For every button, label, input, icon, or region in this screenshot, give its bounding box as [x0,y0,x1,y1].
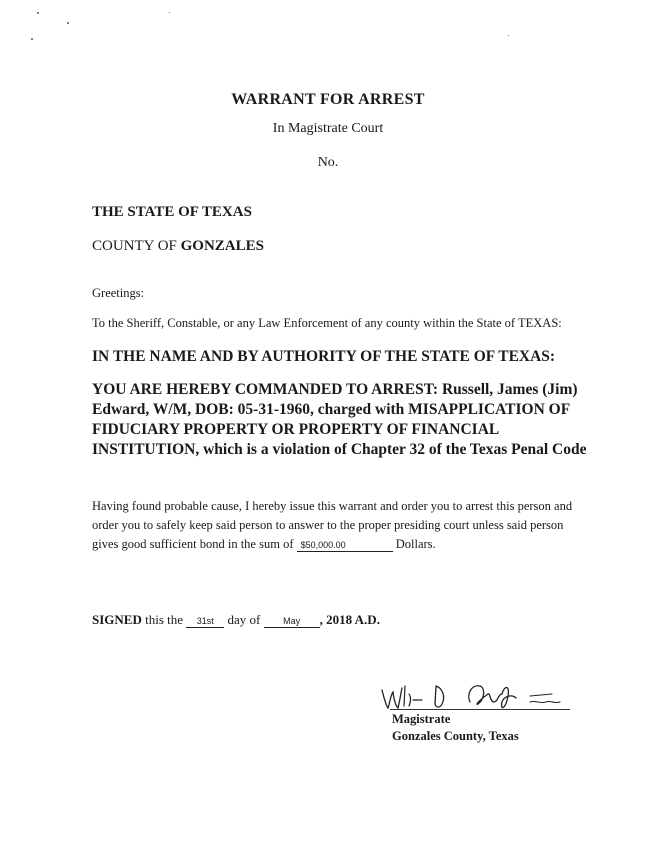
signed-label: SIGNED [92,612,142,627]
magistrate-jurisdiction: Gonzales County, Texas [392,729,519,743]
scan-speck [37,12,39,14]
signed-line [92,612,380,628]
signed-month: May [264,615,320,628]
case-number-label: No. [317,155,339,170]
bond-amount: $50,000.00 [297,539,393,552]
authority-statement: IN THE NAME AND BY AUTHORITY OF THE STATE OF TEXAS: [92,348,556,365]
document-title: WARRANT FOR ARREST [231,91,425,108]
scan-speck [67,22,69,24]
bond-suffix: Dollars. [395,537,436,551]
addressee: To the Sheriff, Constable, or any Law Enforcement of any county within the State of TEXAS: [92,316,562,330]
county-name: GONZALES [180,238,264,254]
magistrate-signature [378,672,573,714]
signed-year: , 2018 A.D. [319,612,380,627]
scan-speck [508,35,509,36]
court-name: In Magistrate Court [272,121,384,136]
probable-cause-text: Having found probable cause, I hereby issue this warrant and order you to arrest this person and order you to safely keep said person to answer to the proper presiding court unless said person gives good sufficient bond in the sum of [92,499,573,551]
scan-speck [31,38,33,40]
signature-line [390,709,570,710]
signed-this-the: this the [145,612,184,627]
greeting: Greetings: [92,286,145,300]
signed-day: 31st [186,615,224,628]
scan-speck [169,12,170,13]
arrest-command: YOU ARE HEREBY COMMANDED TO ARREST: Russell, James (Jim) Edward, W/M, DOB: 05-31-1960, charged with MISAPPLICATION OF FIDUCIARY PROPERTY OR PROPERTY OF FINANCIAL INSTITUTION, which is a violation of Chapter 32 of the Texas Penal Code [92,381,587,458]
probable-cause-paragraph [92,497,592,554]
county-heading [92,238,264,255]
signed-day-of: day of [227,612,261,627]
county-prefix: COUNTY OF [92,238,177,254]
magistrate-title: Magistrate [392,712,451,726]
state-heading: THE STATE OF TEXAS [92,204,252,220]
